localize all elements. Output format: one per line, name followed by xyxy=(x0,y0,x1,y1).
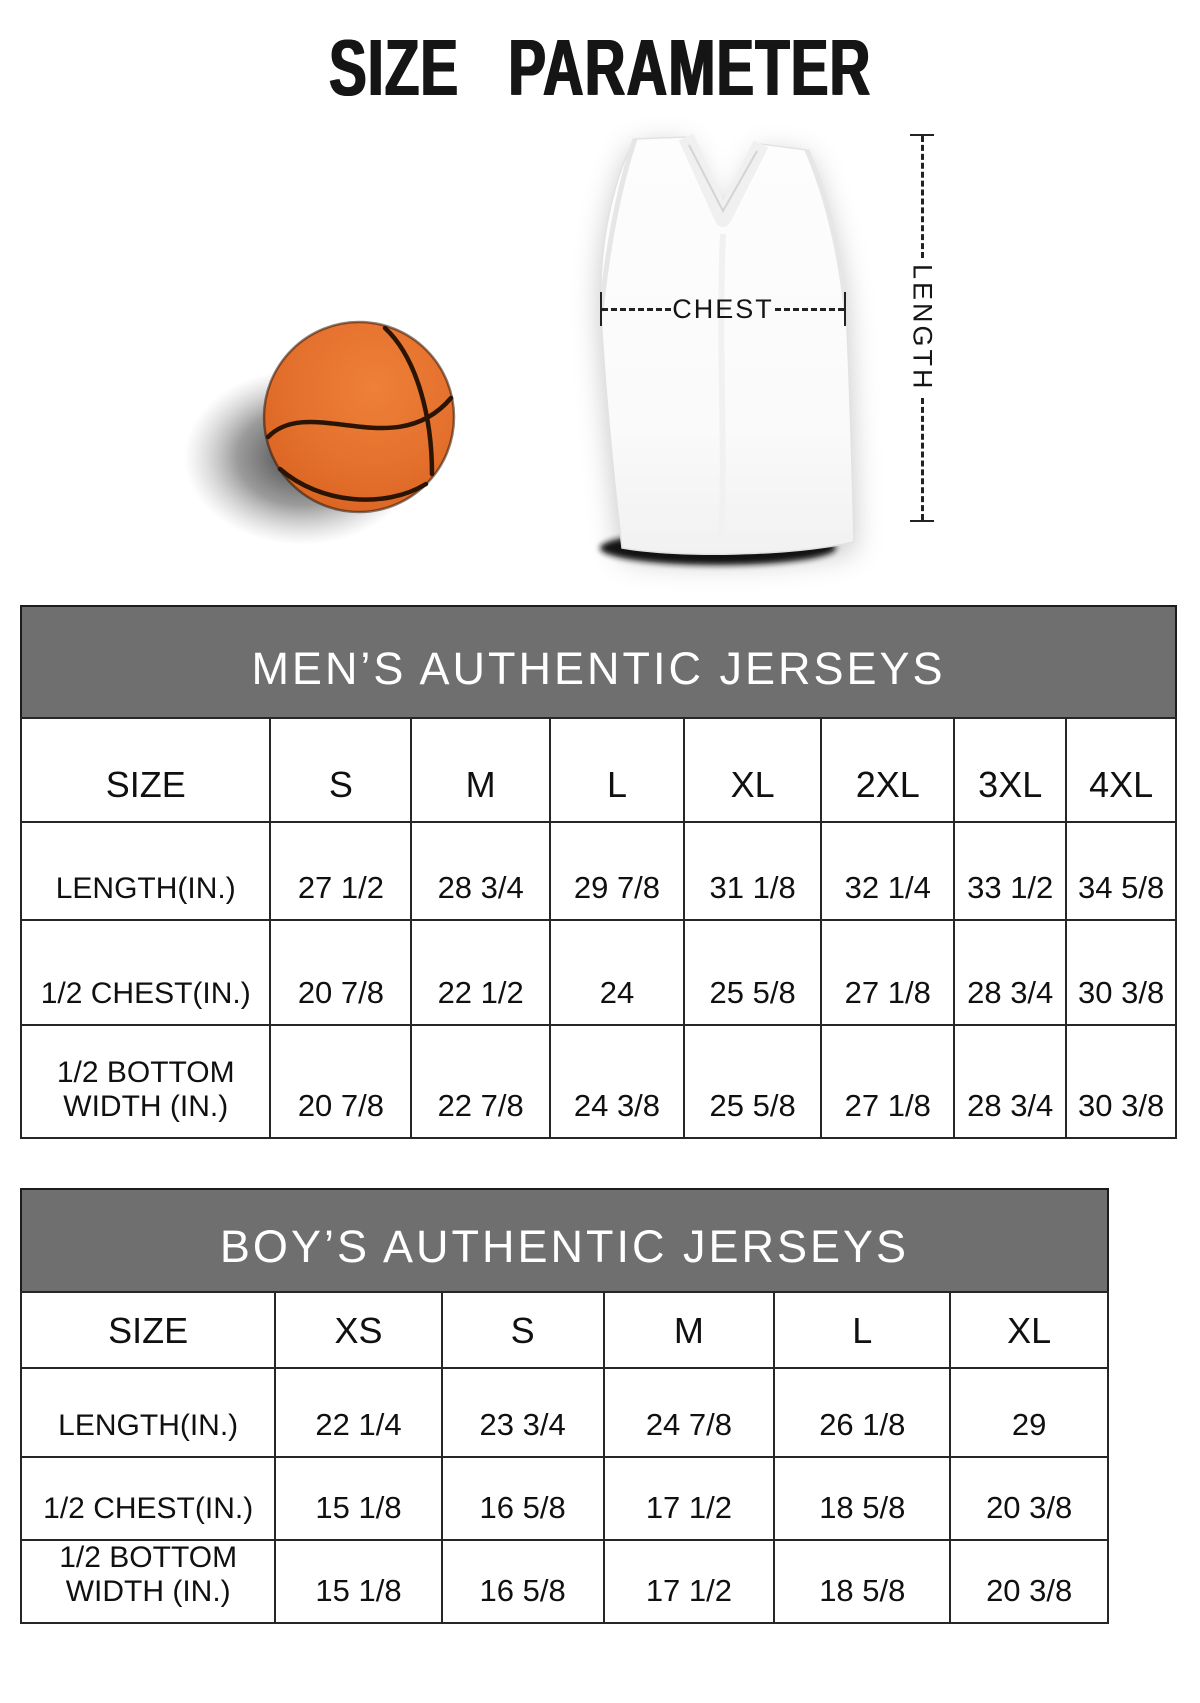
mens-size-value: 30 3/8 xyxy=(1066,1025,1176,1138)
mens-size-value: 29 7/8 xyxy=(550,822,684,920)
chest-right-tick xyxy=(844,292,846,326)
chest-label: CHEST xyxy=(672,293,774,324)
boys-size-value: 16 5/8 xyxy=(442,1457,604,1540)
mens-size-value: 20 7/8 xyxy=(270,1025,411,1138)
boys-size-col: XS xyxy=(275,1292,441,1368)
boys-size-col: XL xyxy=(950,1292,1108,1368)
boys-size-value: 15 1/8 xyxy=(275,1540,441,1623)
boys-row-label: 1/2 CHEST(IN.) xyxy=(21,1457,275,1540)
mens-header-row xyxy=(21,718,1176,822)
mens-size-value: 34 5/8 xyxy=(1066,822,1176,920)
mens-row-label: 1/2 BOTTOM WIDTH (IN.) xyxy=(21,1025,270,1138)
mens-size-value: 25 5/8 xyxy=(684,1025,821,1138)
chest-dash-left xyxy=(602,308,671,311)
length-dash-top xyxy=(921,136,924,258)
boys-row-label: LENGTH(IN.) xyxy=(21,1368,275,1457)
mens-row-label: LENGTH(IN.) xyxy=(21,822,270,920)
boys-size-value: 29 xyxy=(950,1368,1108,1457)
chest-measure-annotation xyxy=(600,291,846,327)
boys-size-value: 22 1/4 xyxy=(275,1368,441,1457)
mens-size-value: 20 7/8 xyxy=(270,920,411,1025)
boys-size-header: SIZE xyxy=(21,1292,275,1368)
boys-size-value: 26 1/8 xyxy=(774,1368,950,1457)
boys-size-value: 23 3/4 xyxy=(442,1368,604,1457)
boys-size-value: 24 7/8 xyxy=(604,1368,775,1457)
mens-size-value: 33 1/2 xyxy=(954,822,1066,920)
boys-size-value: 18 5/8 xyxy=(774,1540,950,1623)
mens-size-value: 27 1/2 xyxy=(270,822,411,920)
jersey-icon xyxy=(540,124,870,574)
boys-row-label: 1/2 BOTTOM WIDTH (IN.) xyxy=(21,1540,275,1623)
boys-size-value: 17 1/2 xyxy=(604,1457,775,1540)
mens-banner: MEN’S AUTHENTIC JERSEYS xyxy=(20,605,1177,717)
mens-size-value: 28 3/4 xyxy=(954,920,1066,1025)
page-title xyxy=(0,23,1200,112)
size-diagram xyxy=(0,112,1200,564)
boys-size-value: 16 5/8 xyxy=(442,1540,604,1623)
boys-chest-row xyxy=(21,1457,1108,1540)
boys-size-value: 15 1/8 xyxy=(275,1457,441,1540)
boys-size-value: 20 3/8 xyxy=(950,1540,1108,1623)
mens-length-row xyxy=(21,822,1176,920)
mens-row-label: 1/2 CHEST(IN.) xyxy=(21,920,270,1025)
page-title-text: SIZE PARAMETER xyxy=(328,23,872,112)
length-dash-bottom xyxy=(921,398,924,520)
mens-size-col: 2XL xyxy=(821,718,954,822)
boys-size-col: M xyxy=(604,1292,775,1368)
boys-size-value: 18 5/8 xyxy=(774,1457,950,1540)
mens-size-value: 24 3/8 xyxy=(550,1025,684,1138)
length-measure-annotation xyxy=(902,134,942,522)
mens-size-header: SIZE xyxy=(21,718,270,822)
mens-size-col: S xyxy=(270,718,411,822)
mens-size-value: 31 1/8 xyxy=(684,822,821,920)
boys-banner: BOY’S AUTHENTIC JERSEYS xyxy=(20,1188,1109,1291)
mens-chest-row xyxy=(21,920,1176,1025)
mens-size-value: 22 7/8 xyxy=(411,1025,550,1138)
mens-size-value: 30 3/8 xyxy=(1066,920,1176,1025)
mens-size-value: 28 3/4 xyxy=(411,822,550,920)
mens-size-col: M xyxy=(411,718,550,822)
mens-size-col: L xyxy=(550,718,684,822)
mens-size-section xyxy=(20,605,1177,1139)
mens-size-value: 27 1/8 xyxy=(821,1025,954,1138)
boys-size-section xyxy=(20,1188,1109,1624)
chest-dash-right xyxy=(775,308,844,311)
mens-size-value: 22 1/2 xyxy=(411,920,550,1025)
boys-size-value: 20 3/8 xyxy=(950,1457,1108,1540)
mens-size-value: 32 1/4 xyxy=(821,822,954,920)
mens-size-col: XL xyxy=(684,718,821,822)
boys-length-row xyxy=(21,1368,1108,1457)
boys-bottom-width-row xyxy=(21,1540,1108,1623)
boys-size-table xyxy=(20,1291,1109,1624)
mens-size-col: 3XL xyxy=(954,718,1066,822)
length-bottom-tick xyxy=(910,520,934,522)
basketball-icon xyxy=(180,299,480,549)
mens-size-value: 27 1/8 xyxy=(821,920,954,1025)
mens-bottom-width-row xyxy=(21,1025,1176,1138)
boys-size-col: S xyxy=(442,1292,604,1368)
mens-size-value: 24 xyxy=(550,920,684,1025)
boys-size-value: 17 1/2 xyxy=(604,1540,775,1623)
mens-size-value: 25 5/8 xyxy=(684,920,821,1025)
boys-header-row xyxy=(21,1292,1108,1368)
mens-size-col: 4XL xyxy=(1066,718,1176,822)
mens-size-value: 28 3/4 xyxy=(954,1025,1066,1138)
boys-size-col: L xyxy=(774,1292,950,1368)
mens-size-table xyxy=(20,717,1177,1139)
length-label: LENGTH xyxy=(907,264,938,392)
